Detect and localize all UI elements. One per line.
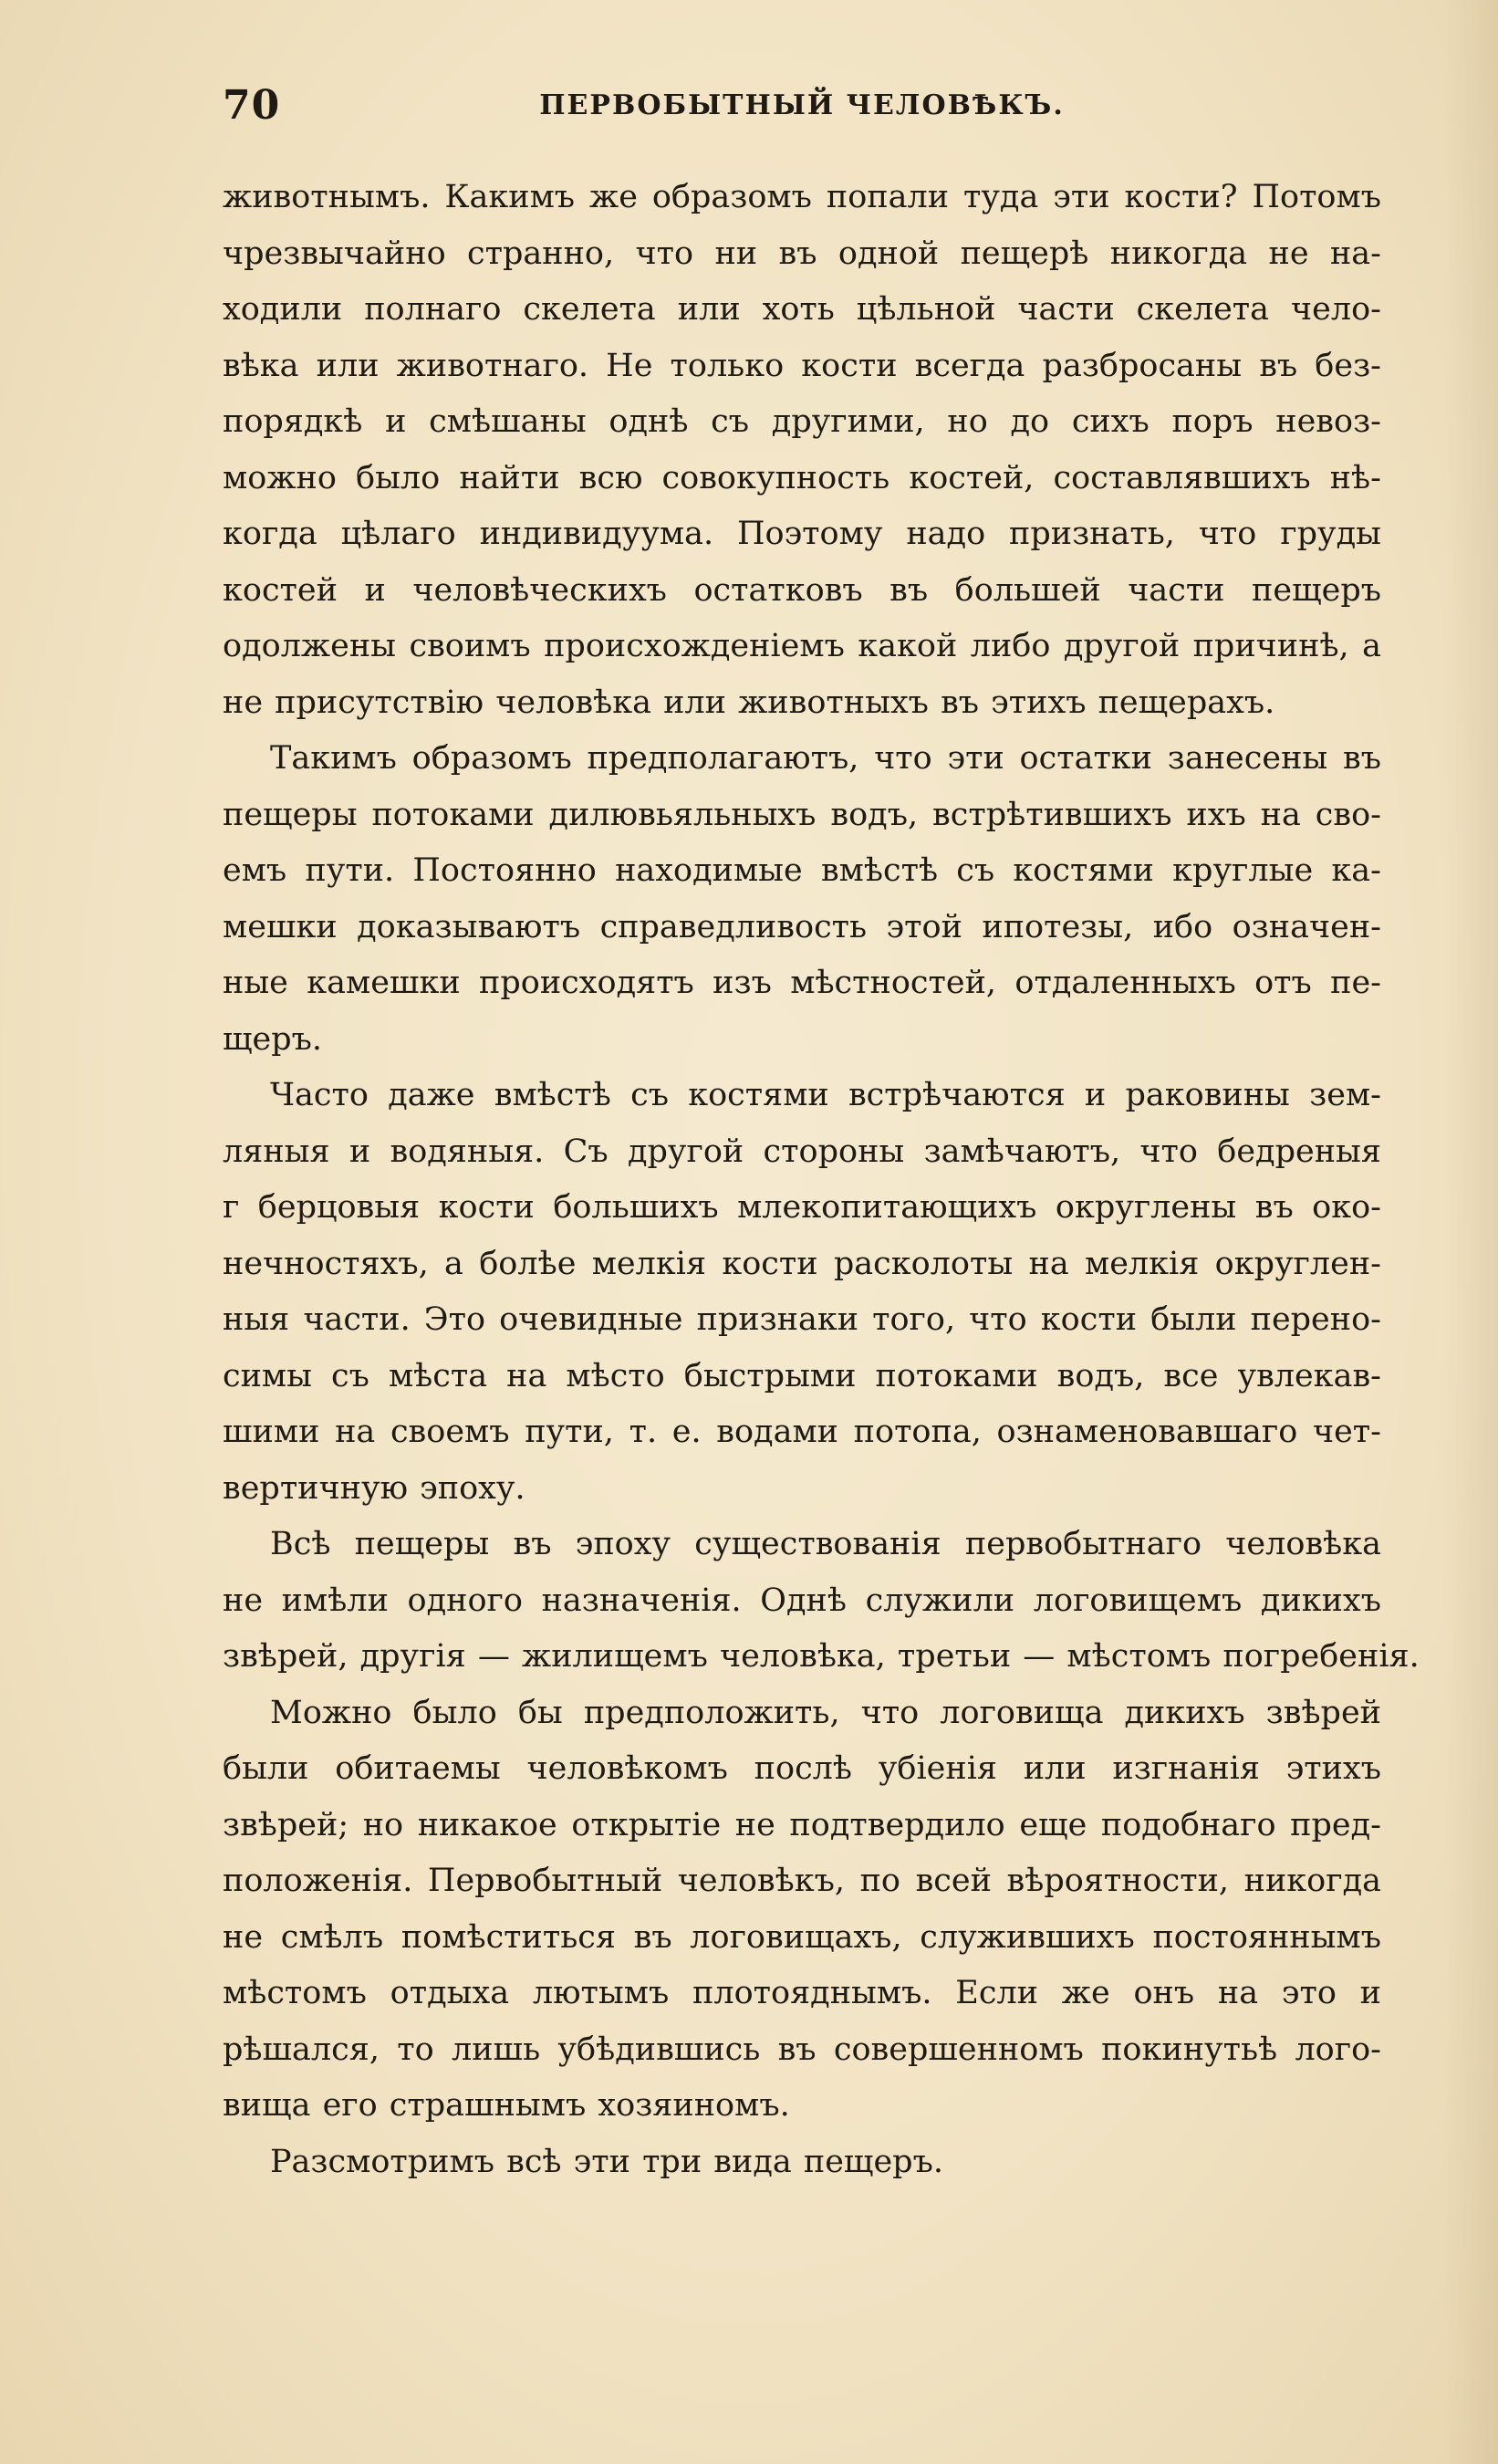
text-line: ходили полнаго скелета или хоть цѣльной части скелета чело- (223, 291, 1381, 328)
text-line: Часто даже вмѣстѣ съ костями встрѣчаются и раковины зем- (270, 1077, 1381, 1113)
body-text (223, 170, 1420, 2190)
text-line: звѣрей, другія — жилищемъ человѣка, третьи — мѣстомъ погребенія. (223, 1638, 1420, 1675)
text-line: животнымъ. Какимъ же образомъ попали туда эти кости? Потомъ (223, 179, 1381, 215)
running-head: ПЕРВОБЫТНЫЙ ЧЕЛОВѢКЪ. (539, 89, 1065, 121)
text-line: шими на своемъ пути, т. е. водами потопа, ознаменовавшаго чет- (223, 1414, 1381, 1450)
text-line: мѣстомъ отдыха лютымъ плотояднымъ. Если же онъ на это и (223, 1975, 1381, 2011)
text-line: можно было найти всю совокупность костей, составлявшихъ нѣ- (223, 459, 1381, 496)
text-line: не смѣлъ помѣститься въ логовищахъ, служившихъ постояннымъ (223, 1918, 1381, 1956)
text-line: ные камешки происходятъ изъ мѣстностей, отдаленныхъ отъ пе- (223, 965, 1381, 1001)
text-line: емъ пути. Постоянно находимые вмѣстѣ съ костями круглые ка- (223, 852, 1381, 889)
text-line: мешки доказываютъ справедливость этой ипотезы, ибо означен- (223, 908, 1381, 945)
page-number: 70 (223, 82, 281, 129)
text-line: не имѣли одного назначенія. Однѣ служили логовищемъ дикихъ (223, 1582, 1381, 1619)
text-line: пещеры потоками дилювьяльныхъ водъ, встрѣтившихъ ихъ на сво- (223, 796, 1381, 833)
text-line: порядкѣ и смѣшаны однѣ съ другими, но до сихъ поръ невоз- (223, 403, 1381, 440)
text-line: одолжены своимъ происхожденіемъ какой либо другой причинѣ, а (223, 628, 1381, 664)
text-line: вѣка или животнаго. Не только кости всегда разбросаны въ без- (223, 347, 1381, 384)
page-edge-shadow (1443, 0, 1498, 2464)
text-line: Разсмотримъ всѣ эти три вида пещеръ. (270, 2143, 943, 2180)
text-line: когда цѣлаго индивидуума. Поэтому надо признать, что груды (223, 516, 1381, 552)
text-line: ляныя и водяныя. Съ другой стороны замѣчаютъ, что бедреныя (223, 1133, 1381, 1170)
text-line: звѣрей; но никакое открытіе не подтвердило еще подобнаго пред- (223, 1806, 1381, 1843)
text-line: г берцовыя кости большихъ млекопитающихъ округлены въ око- (223, 1189, 1381, 1226)
text-line: костей и человѣческихъ остатковъ въ большей части пещеръ (223, 571, 1381, 609)
text-line: вища его страшнымъ хозяиномъ. (223, 2087, 790, 2124)
text-line: Можно было бы предположить, что логовища дикихъ звѣрей (270, 1694, 1381, 1731)
text-line: вертичную эпоху. (223, 1469, 525, 1507)
text-line: симы съ мѣста на мѣсто быстрыми потоками водъ, все увлекав- (223, 1357, 1381, 1394)
text-line: щеръ. (223, 1020, 323, 1058)
text-line: положенія. Первобытный человѣкъ, по всей вѣроятности, никогда (223, 1863, 1381, 1899)
text-line: чрезвычайно странно, что ни въ одной пещерѣ никогда не на- (223, 235, 1381, 272)
text-line: рѣшался, то лишь убѣдившись въ совершенномъ покинутьѣ лого- (223, 2031, 1381, 2068)
text-line: нечностяхъ, а болѣе мелкія кости расколоты на мелкія округлен- (223, 1245, 1381, 1282)
page-header (223, 82, 1381, 128)
text-line: не присутствію человѣка или животныхъ въ этихъ пещерахъ. (223, 684, 1275, 721)
text-line: ныя части. Это очевидные признаки того, что кости были перено- (223, 1301, 1381, 1338)
text-line: Такимъ образомъ предполагаютъ, что эти остатки занесены въ (270, 740, 1381, 777)
text-line: были обитаемы человѣкомъ послѣ убіенія или изгнанія этихъ (223, 1750, 1381, 1787)
text-line: Всѣ пещеры въ эпоху существованія первобытнаго человѣка (270, 1526, 1381, 1562)
